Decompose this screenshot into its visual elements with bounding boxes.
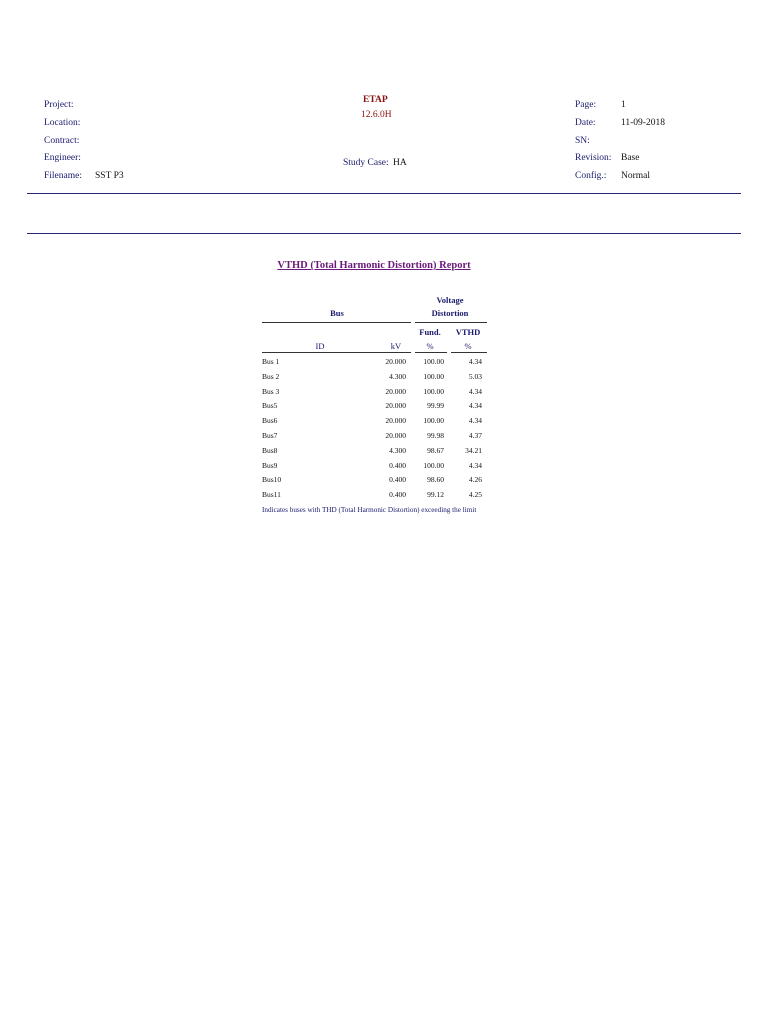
- table-row: [262, 370, 492, 385]
- project-label: Project:: [44, 100, 74, 110]
- bus-fund: 100.00: [423, 460, 444, 470]
- col-header-fund: Fund.: [419, 327, 441, 337]
- table-row: [262, 385, 492, 400]
- bus-vthd: 4.25: [468, 490, 482, 500]
- table-row: [262, 459, 492, 474]
- bus-fund: 98.67: [427, 445, 444, 455]
- bus-vthd: 34.21: [465, 445, 482, 455]
- bus-vthd: 5.03: [468, 371, 482, 381]
- table-row: [262, 473, 492, 488]
- date-value: 11-09-2018: [621, 118, 665, 128]
- table-row: [262, 414, 492, 429]
- revision-value: Base: [621, 153, 640, 163]
- revision-label: Revision:: [575, 153, 612, 163]
- config-value: Normal: [621, 171, 651, 181]
- col-header-id: ID: [315, 341, 325, 351]
- bus-id: Bus7: [262, 430, 278, 440]
- bus-kv: 4.300: [389, 445, 406, 455]
- app-name: ETAP: [363, 95, 388, 105]
- bus-id: Bus9: [262, 460, 278, 470]
- group-header-bus: Bus: [330, 308, 344, 318]
- bus-kv: 20.000: [385, 430, 406, 440]
- bus-kv: 20.000: [385, 401, 406, 411]
- bus-kv: 4.300: [389, 371, 406, 381]
- bus-fund: 100.00: [423, 371, 444, 381]
- bus-fund: 100.00: [423, 357, 444, 366]
- filename-label: Filename:: [44, 171, 82, 181]
- bus-fund: 99.98: [427, 430, 444, 440]
- location-label: Location:: [44, 118, 81, 128]
- bus-fund: 99.12: [427, 490, 444, 500]
- bus-vthd: 4.34: [468, 401, 482, 411]
- table-row: [262, 444, 492, 459]
- bus-vthd: 4.34: [468, 357, 482, 366]
- bus-fund: 98.60: [427, 475, 444, 485]
- vthd-rule: [451, 352, 487, 353]
- page-label: Page:: [575, 100, 597, 110]
- bus-id: Bus8: [262, 445, 278, 455]
- bus-kv: 20.000: [385, 386, 406, 396]
- bus-kv: 0.400: [389, 460, 406, 470]
- table-row: [262, 355, 492, 370]
- table-row: [262, 399, 492, 414]
- col-header-kv: kV: [390, 341, 402, 351]
- table-row: [262, 488, 492, 503]
- col-header-vthd: VTHD: [455, 327, 481, 337]
- bus-id: Bus10: [262, 475, 282, 485]
- group-header-voltage: Voltage: [436, 295, 464, 305]
- report-title: VTHD (Total Harmonic Distortion) Report: [277, 260, 471, 271]
- bus-id: Bus 1: [262, 357, 280, 366]
- bus-id: Bus 3: [262, 386, 280, 396]
- engineer-label: Engineer:: [44, 153, 81, 163]
- table-row: [262, 429, 492, 444]
- fund-rule: [415, 352, 447, 353]
- sn-label: SN:: [575, 136, 590, 146]
- bus-id: Bus5: [262, 401, 278, 411]
- bus-kv: 20.000: [385, 357, 406, 366]
- header-divider-top: [27, 193, 741, 194]
- bus-fund: 100.00: [423, 416, 444, 426]
- filename-value: SST P3: [95, 171, 124, 181]
- study-case-label: Study Case:: [343, 158, 389, 168]
- page-value: 1: [621, 100, 626, 110]
- contract-label: Contract:: [44, 136, 80, 146]
- bus-vthd: 4.34: [468, 460, 482, 470]
- date-label: Date:: [575, 118, 596, 128]
- bus-id: Bus11: [262, 490, 281, 500]
- bus-fund: 100.00: [423, 386, 444, 396]
- bus-id: Bus6: [262, 416, 278, 426]
- header-divider-bottom: [27, 233, 741, 234]
- id-kv-rule: [262, 352, 411, 353]
- group-header-distortion: Distortion: [431, 308, 469, 318]
- footnote: Indicates buses with THD (Total Harmonic Distortion) exceeding the limit: [262, 506, 477, 514]
- table-body: [262, 355, 492, 503]
- col-header-vthd-unit: %: [464, 341, 472, 351]
- app-version: 12.6.0H: [361, 110, 392, 120]
- bus-kv: 0.400: [389, 490, 406, 500]
- study-case-value: HA: [393, 158, 407, 168]
- bus-kv: 0.400: [389, 475, 406, 485]
- bus-id: Bus 2: [262, 371, 280, 381]
- bus-vthd: 4.37: [468, 430, 482, 440]
- voltage-group-rule: [415, 322, 487, 323]
- bus-vthd: 4.34: [468, 386, 482, 396]
- col-header-fund-unit: %: [426, 341, 434, 351]
- bus-fund: 99.99: [427, 401, 444, 411]
- bus-vthd: 4.34: [468, 416, 482, 426]
- bus-kv: 20.000: [385, 416, 406, 426]
- bus-group-rule: [262, 322, 411, 323]
- bus-vthd: 4.26: [468, 475, 482, 485]
- config-label: Config.:: [575, 171, 607, 181]
